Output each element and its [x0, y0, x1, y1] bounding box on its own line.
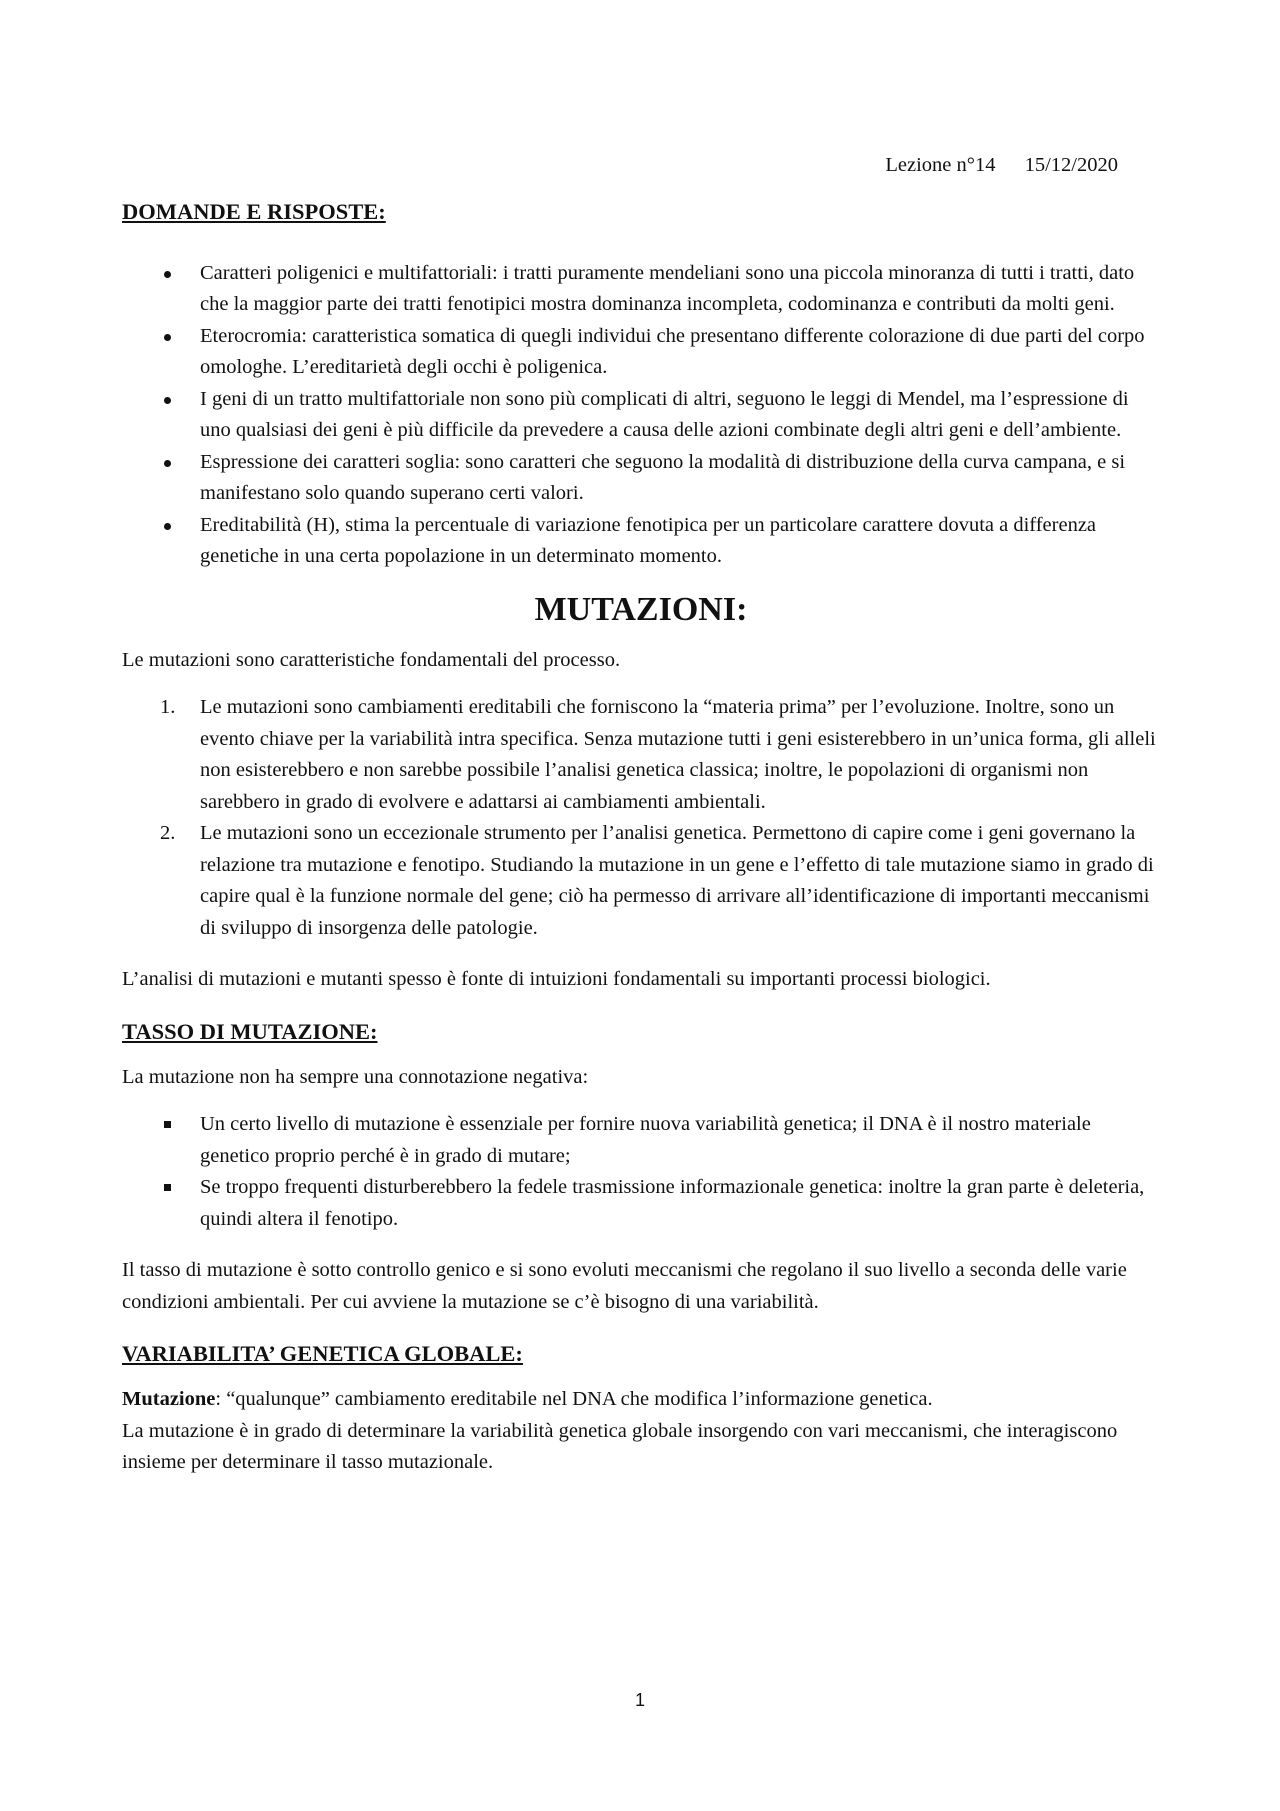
list-item: Un certo livello di mutazione è essenziale per fornire nuova variabilità genetica; il DNA è il nostro materiale genetico proprio perché è in grado di mutare; [200, 1109, 1160, 1172]
tasso-outro: Il tasso di mutazione è sotto controllo genico e si sono evoluti meccanismi che regolano il suo livello a seconda delle varie condizioni ambientali. Per cui avviene la mutazione se c’è bisogno di una variabilità. [122, 1259, 1127, 1313]
lesson-header [122, 150, 1160, 182]
domande-bullet-list [122, 258, 1160, 573]
list-item: Eterocromia: caratteristica somatica di quegli individui che presentano differente colorazione di due parti del corpo omologhe. L’ereditarietà degli occhi è poligenica. [200, 321, 1160, 384]
mutazione-definition [122, 1384, 1160, 1416]
mutazioni-intro: Le mutazioni sono caratteristiche fondamentali del processo. [122, 648, 621, 671]
page-number: 1 [634, 1690, 645, 1710]
lesson-date: 15/12/2020 [1024, 154, 1118, 176]
list-item: Caratteri poligenici e multifattoriali: i tratti puramente mendeliani sono una piccola minoranza di tutti i tratti, dato che la maggior parte dei tratti fenotipici mostra dominanza incompleta, codominanza e contributi da molti geni. [200, 258, 1160, 321]
list-item: I geni di un tratto multifattoriale non sono più complicati di altri, seguono le leggi di Mendel, ma l’espressione di uno qualsiasi dei geni è più difficile da prevedere a causa delle azioni combinate degli altri geni e dell’ambiente. [200, 384, 1160, 447]
section-title-mutazioni: MUTAZIONI: [534, 590, 748, 628]
list-item [160, 692, 1160, 818]
list-item: Se troppo frequenti disturberebbero la fedele trasmissione informazionale genetica: inoltre la gran parte è deleteria, quindi altera il fenotipo. [200, 1172, 1160, 1235]
mutazioni-outro: L’analisi di mutazioni e mutanti spesso è fonte di intuizioni fondamentali su importanti processi biologici. [122, 968, 991, 990]
list-item: Ereditabilità (H), stima la percentuale di variazione fenotipica per un particolare carattere dovuta a differenza genetiche in una certa popolazione in un determinato momento. [200, 510, 1160, 573]
section-title-tasso: TASSO DI MUTAZIONE: [122, 1018, 378, 1044]
list-item: Espressione dei caratteri soglia: sono caratteri che seguono la modalità di distribuzione della curva campana, e si manifestano solo quando superano certi valori. [200, 447, 1160, 510]
document-page [122, 150, 1160, 1479]
tasso-intro: La mutazione non ha sempre una connotazione negativa: [122, 1065, 589, 1088]
list-number: 1. [160, 696, 176, 718]
tasso-bullet-list [122, 1109, 1160, 1235]
section-title-domande: DOMANDE E RISPOSTE: [122, 198, 386, 224]
list-number: 2. [160, 822, 176, 844]
variabilita-text: La mutazione è in grado di determinare la variabilità genetica globale insorgendo con vari meccanismi, che interagiscono insieme per determinare il tasso mutazionale. [122, 1419, 1118, 1473]
definition-term: Mutazione [122, 1388, 216, 1410]
list-item-text: Le mutazioni sono cambiamenti ereditabili che forniscono la “materia prima” per l’evoluzione. Inoltre, sono un evento chiave per la variabilità intra specifica. Senza mutazione tutti i geni esisterebbero in un’unica forma, gli alleli non esisterebbero e non sarebbe possibile l’analisi genetica classica; inoltre, le popolazioni di organismi non sarebbero in grado di evolvere e adattarsi ai cambiamenti ambientali. [200, 696, 1156, 813]
section-title-variabilita: VARIABILITA’ GENETICA GLOBALE: [122, 1341, 523, 1366]
list-item [160, 818, 1160, 944]
definition-text: : “qualunque” cambiamento ereditabile nel DNA che modifica l’informazione genetica. [215, 1388, 933, 1410]
lesson-number: Lezione n°14 [885, 154, 996, 176]
mutazioni-numbered-list [122, 692, 1160, 944]
list-item-text: Le mutazioni sono un eccezionale strumento per l’analisi genetica. Permettono di capire come i geni governano la relazione tra mutazione e fenotipo. Studiando la mutazione in un gene e l’effetto di tale mutazione siamo in grado di capire qual è la funzione normale del gene; ciò ha permesso di arrivare all’identificazione di importanti meccanismi di sviluppo di insorgenza delle patologie. [200, 822, 1154, 939]
